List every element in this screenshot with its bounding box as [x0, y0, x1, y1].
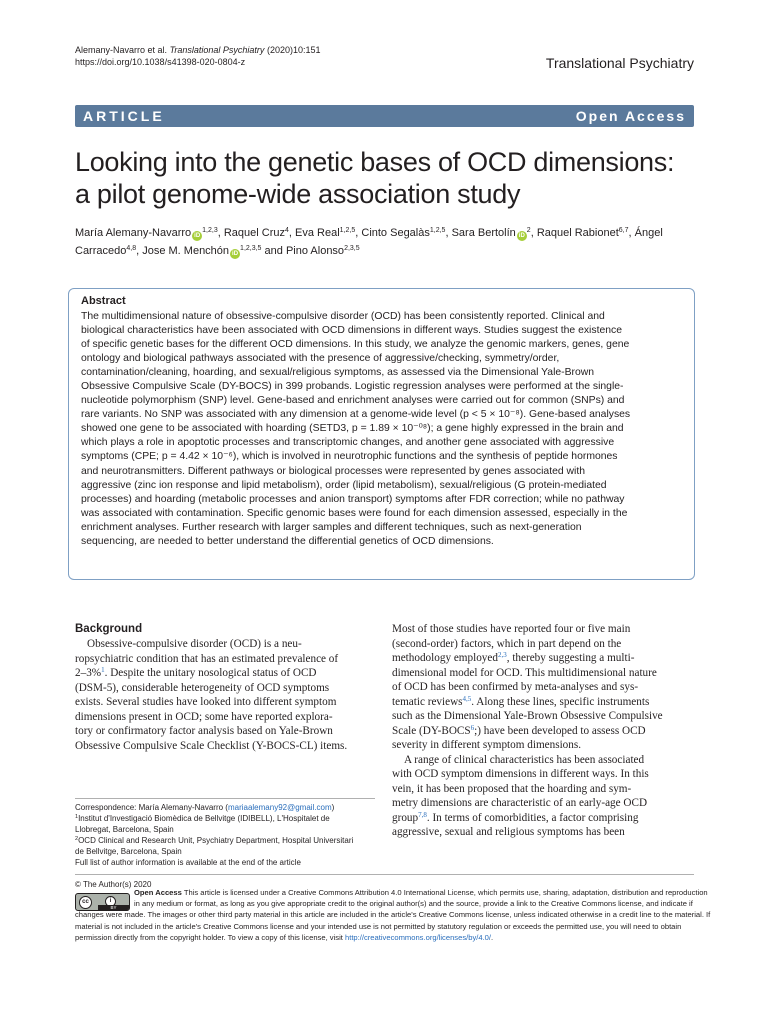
- body-line: dimensional model for OCD. This multidimensional nature: [392, 666, 657, 679]
- abstract-text: [81, 310, 686, 549]
- author: [452, 227, 531, 239]
- doi-link[interactable]: https://doi.org/10.1038/s41398-020-0804-z: [75, 57, 246, 67]
- author-affiliation-ref[interactable]: 1,2,5: [339, 227, 356, 234]
- body-line: 2–3%$^1$. Despite the unitary nosological status of OCD: [75, 666, 317, 679]
- author: [361, 227, 445, 239]
- body-line: severity in different symptom dimensions.: [392, 739, 582, 751]
- author-name[interactable]: Raquel Cruz: [223, 227, 285, 239]
- body-line: methodology employed$^{2,3}$, thereby suggesting a multi-: [392, 651, 635, 664]
- author-name[interactable]: Jose M. Menchón: [142, 245, 230, 257]
- body-line: A range of clinical characteristics has been associated: [404, 753, 645, 766]
- body-line: Obsessive Compulsive Scale Checklist (Y-BOCS-CL) items.: [75, 739, 348, 752]
- author-affiliation-ref[interactable]: 4,8: [126, 245, 137, 252]
- body-line: of OCD has been confirmed by meta-analyses and sys-: [392, 681, 639, 693]
- citation-line: [75, 44, 321, 56]
- reference-link[interactable]: 2,3: [497, 651, 507, 659]
- orcid-icon[interactable]: iD: [518, 233, 525, 239]
- body-line: Most of those studies have reported four or five main: [392, 623, 631, 635]
- author-name[interactable]: Eva Real: [295, 227, 340, 239]
- abstract-line: and neurotransmitters. Different pathways or biological processes were represented by genes associated with: [81, 465, 586, 477]
- author-name[interactable]: Pino Alonso: [285, 245, 345, 257]
- license-text: [75, 887, 711, 943]
- body-line: group$^{7,8}$. In terms of comorbidities, a factor comprising: [392, 810, 639, 824]
- abstract-line: contamination/cleaning, hoarding, and sexual/religious symptoms, as assessed via the Dimensional Yale-Brown: [81, 367, 595, 379]
- author: [224, 227, 289, 239]
- author-name[interactable]: Sara Bertolín: [451, 227, 516, 239]
- correspondence-line: Correspondence: María Alemany-Navarro (mariaalemany92@gmail.com): [75, 803, 335, 812]
- author-affiliation-ref[interactable]: 2,3,5: [344, 245, 360, 252]
- abstract-line: processes) and hoarding (metabolic processes and anion transport) symptoms after FDR correction; while no pathway: [81, 493, 625, 505]
- abstract-line: rare variants. No SNP was associated with any dimension at a genome-wide level (p < 5 × 10⁻⁸). Gene-based analyses: [81, 409, 631, 421]
- author-name[interactable]: María Alemany-Navarro: [75, 227, 192, 239]
- reference-link[interactable]: 6: [470, 723, 475, 732]
- article-title: [75, 146, 715, 210]
- author-join: and: [264, 245, 283, 257]
- reference-link[interactable]: 4,5: [462, 694, 472, 703]
- journal-name: Translational Psychiatry: [545, 55, 694, 71]
- abstract-line: aggressive (zinc ion response and lipid metabolism), order (lipid metabolism), sexual/religious (G protein-mediated: [81, 479, 607, 491]
- copyright: © The Author(s) 2020: [75, 880, 152, 889]
- correspondence-block: [75, 802, 380, 868]
- body-line: Obsessive-compulsive disorder (OCD) is a neu-: [87, 638, 302, 650]
- body-line: (second-order) factors, which in part depend on the: [392, 637, 622, 650]
- reference-link[interactable]: 7,8: [418, 810, 427, 819]
- author: [142, 245, 261, 257]
- author-name[interactable]: Ángel Carracedo: [75, 227, 663, 257]
- license-line: changes were made. The images or other third party material in this article are included in the article's Creative Commons license, unless indicated otherwise in a credit line to the material. If: [75, 910, 711, 920]
- email-link[interactable]: mariaalemany92@gmail.com: [227, 803, 332, 812]
- open-access-bold: Open Access: [134, 888, 182, 897]
- license-url-link[interactable]: http://creativecommons.org/licenses/by/4.0/: [344, 932, 492, 942]
- body-line: metry dimensions are characteristic of an early-age OCD: [392, 797, 648, 809]
- right-column: [392, 622, 694, 840]
- orcid-icon[interactable]: iD: [194, 233, 201, 239]
- body-line: Scale (DY-BOCS$^6$;) have been developed to assess OCD: [392, 723, 646, 737]
- body-line: exists. Several studies have looked into different symptom: [75, 696, 337, 708]
- license-line: in any medium or format, as long as you give appropriate credit to the original author(s) and the source, provide a link to the Creative Commons license, and indicate if: [134, 899, 693, 909]
- full-author-info-note: Full list of author information is available at the end of the article: [75, 858, 301, 867]
- left-column: [75, 622, 376, 753]
- title-line-2: a pilot genome-wide association study: [75, 179, 521, 209]
- author-affiliation-ref[interactable]: 4: [285, 227, 289, 234]
- author-name[interactable]: Cinto Segalàs: [361, 227, 430, 239]
- author-name[interactable]: Raquel Rabionet: [536, 227, 619, 239]
- citation-issue: (2020)10:151: [266, 45, 321, 55]
- affiliation-1: $^1$Institut d'Investigació Biomèdica de Bellvitge (IDIBELL), L'Hospitalet de: [75, 814, 330, 823]
- article-band: [75, 105, 694, 127]
- license-line: Open Access This article is licensed under a Creative Commons Attribution 4.0 International License, which permits use, sharing, adaptation, distribution and reproduction: [134, 888, 708, 897]
- abstract-line: showed one gene to be associated with hoarding (SETD3, p = 1.89 × 10⁻⁰⁸); a gene highly expressed in the brain and: [81, 423, 624, 435]
- abstract-line: of specific genetic bases for the different OCD dimensions. In this study, we analyze the genomic markers, genes, gene: [81, 339, 630, 351]
- abstract-line: ontology and biological pathways associated with the presence of aggressive/checking, symmetry/order,: [81, 353, 560, 365]
- abstract-line: which plays a role in apoptotic processes and transcriptomic changes, and another gene associated with aggressive: [81, 437, 615, 449]
- citation-authors: Alemany-Navarro et al.: [75, 45, 168, 55]
- body-line: aggressive, sexual and religious symptoms has been: [392, 826, 625, 838]
- author-affiliation-ref[interactable]: 1,2,3,5: [240, 245, 262, 252]
- author-affiliation-ref[interactable]: 6,7: [618, 227, 629, 234]
- footer-divider: [75, 874, 694, 875]
- author-affiliation-ref[interactable]: 1,2,3: [202, 227, 218, 234]
- reference-link[interactable]: 1: [101, 666, 105, 674]
- affiliation-2-cont: de Bellvitge, Barcelona, Spain: [75, 847, 182, 856]
- author: [75, 227, 218, 239]
- citation-journal: Translational Psychiatry: [169, 45, 265, 55]
- abstract-line: nucleotide polymorphism (SNP) level. Gene-based and enrichment analyses were carried out for common (SNPs) and: [81, 395, 625, 407]
- abstract-line: sequencing, are needed to better understand the differential genetics of OCD dimensions.: [81, 535, 494, 547]
- license-line: material is not included in the article's Creative Commons license and your intended use is not permitted by statutory regulation or exceeds the permitted use, you will need to obtain: [75, 921, 682, 931]
- author-affiliation-ref[interactable]: 2: [526, 227, 531, 234]
- body-line: vein, it has been proposed that the hoarding and sym-: [392, 782, 632, 795]
- body-line: such as the Dimensional Yale-Brown Obsessive Compulsive: [392, 710, 663, 722]
- body-line: dimensions present in OCD; some have reported explora-: [75, 710, 333, 723]
- abstract-box: [68, 288, 695, 580]
- orcid-icon[interactable]: iD: [232, 251, 239, 257]
- author-list: María Alemany-Navarro iD$^{1,2,3}$, Raquel Cruz$^4$, Eva Real$^{1,2,5}$, Cinto Segalàs$^{1,2,5}$, Sara Bertolín $iD^2$, Raquel Rabionet$^{6,7}$, Ángel Carracedo$^{4,8}$, Jose M. Menchón iD$^{1,2,3,5}$ and Pino Alonso$^{2,3,5}$: [75, 227, 663, 257]
- abstract-line: Obsessive Compulsive Scale (DY-BOCS) in 399 probands. Logistic regression analyses were performed at the single-: [81, 381, 624, 393]
- open-access-label: Open Access: [575, 108, 686, 124]
- abstract-line: symptoms (CPE; p = 4.42 × 10⁻⁶), which is involved in neurotrophic functions and the synthesis of peptide hormones: [81, 451, 618, 463]
- author: [537, 227, 629, 239]
- citation-block: [75, 44, 321, 68]
- license-line: permission directly from the copyright holder. To view a copy of this license, visit http://creativecommons.org/licenses/by/4.0/.: [75, 932, 494, 942]
- body-line: with OCD symptom dimensions in different ways. In this: [392, 768, 649, 780]
- abstract-line: The multidimensional nature of obsessive-compulsive disorder (OCD) has been consistently reported. Clinical and: [81, 311, 605, 322]
- author-affiliation-ref[interactable]: 1,2,5: [429, 227, 446, 234]
- background-heading: Background: [75, 623, 143, 635]
- body-line: tory or confirmatory factor analysis based on Yale-Brown: [75, 725, 333, 737]
- body-line: ropsychiatric condition that has an estimated prevalence of: [75, 652, 339, 665]
- correspondence-divider: [75, 798, 375, 799]
- article-type-label: ARTICLE: [83, 108, 165, 124]
- abstract-line: biological characteristics have been associated with OCD dimensions in different ways. Studies suggest the existence: [81, 325, 622, 337]
- by-label: BY: [98, 905, 129, 911]
- author: [295, 227, 355, 239]
- abstract-line: enrichment analyses. Further research with larger samples and different techniques, such as next-generation: [81, 521, 582, 533]
- author: [286, 245, 360, 257]
- abstract-line: was associated with contamination. Specific genomic bases were found for each dimension assessed, especially in the: [81, 507, 628, 519]
- abstract-heading: Abstract: [81, 295, 126, 307]
- attribution-icon: i: [105, 896, 116, 907]
- body-line: (DSM-5), considerable heterogeneity of OCD symptoms: [75, 681, 330, 694]
- affiliation-1-cont: Llobregat, Barcelona, Spain: [75, 825, 174, 834]
- body-line: tematic reviews$^{4,5}$. Along these lines, specific instruments: [392, 694, 650, 708]
- cc-icon: cc: [79, 896, 92, 909]
- affiliation-2: $^2$OCD Clinical and Research Unit, Psychiatry Department, Hospital Universitari: [75, 836, 354, 845]
- title-line-1: Looking into the genetic bases of OCD dimensions:: [75, 147, 675, 177]
